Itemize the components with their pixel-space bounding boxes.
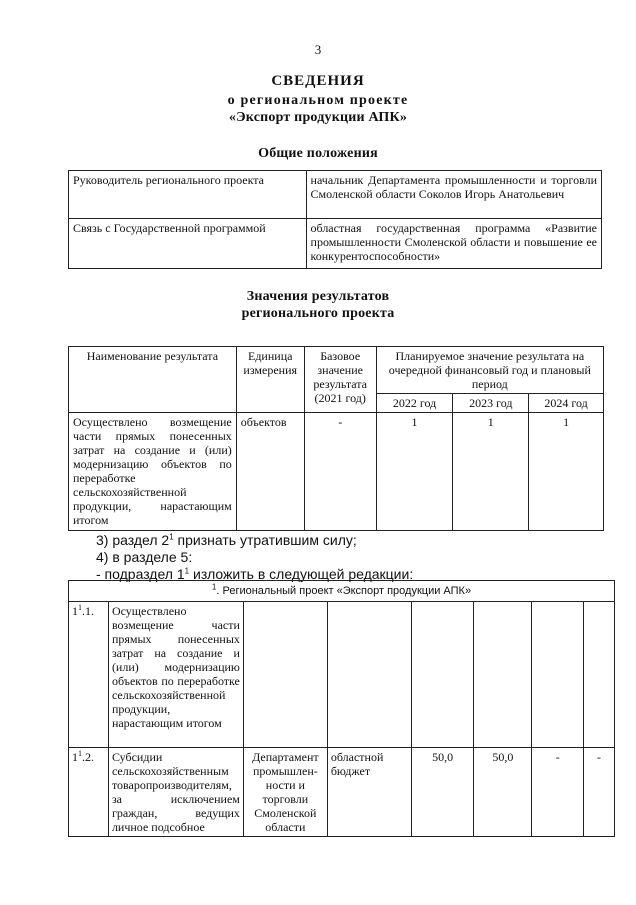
- table-row: [69, 171, 602, 219]
- row-number: $1^1.1$.: [69, 602, 109, 748]
- row-value-2: 50,0: [474, 748, 532, 837]
- result-2024: 1: [529, 413, 604, 531]
- results-section-title: Значения результатов: [246, 289, 390, 304]
- general-value-program: областная государственная программа «Развитие промышленности Смоленской области и повышение ее конкурентоспособности»: [306, 219, 601, 269]
- general-section-title: Общие положения: [258, 146, 378, 161]
- amendment-item-4: 4) в разделе 5:: [96, 549, 193, 565]
- document-title: СВЕДЕНИЯ: [271, 73, 365, 89]
- general-label-head: Руководитель регионального проекта: [69, 171, 307, 219]
- col-header-2022: 2022 год: [376, 394, 453, 413]
- table-row: [69, 602, 615, 748]
- result-unit: объектов: [236, 413, 304, 531]
- general-table: [68, 170, 602, 269]
- row-source: областной бюджет: [327, 748, 411, 837]
- result-2023: 1: [453, 413, 529, 531]
- subsection-header: $^1$. Региональный проект «Экспорт продукции АПК»: [69, 581, 615, 602]
- row-number: $1^1.2$.: [69, 748, 109, 837]
- result-2022: 1: [376, 413, 453, 531]
- row-value-3: -: [532, 748, 584, 837]
- row-executor: Департамент промышлен-ности и торговли Смоленской области: [243, 748, 327, 837]
- general-value-head: начальник Департамента промышленности и торговли Смоленской области Соколов Игорь Анатольевич: [306, 171, 601, 219]
- document-subtitle: о региональном проекте: [227, 93, 409, 108]
- col-header-name: Наименование результата: [69, 347, 237, 413]
- table-row: [69, 219, 602, 269]
- result-name: Осуществлено возмещение части прямых понесенных затрат на создание и (или) модернизацию объектов по переработке сельскохозяйственной продукции, нарастающим итогом: [69, 413, 237, 531]
- col-header-2023: 2023 год: [453, 394, 529, 413]
- results-table: [68, 346, 604, 531]
- table-row: [69, 413, 604, 531]
- col-header-base: Базовое значение результата (2021 год): [304, 347, 376, 413]
- project-name: «Экспорт продукции АПК»: [228, 110, 408, 125]
- row-value-1: 50,0: [411, 748, 474, 837]
- row-text: Субсидии сельскохозяйственным товаропроизводителям, за исключением граждан, ведущих личное подсобное: [108, 748, 243, 837]
- col-header-planned: Планируемое значение результата на очередной финансовый год и плановый период: [376, 347, 603, 394]
- row-text: Осуществлено возмещение части прямых понесенных затрат на создание и (или) модернизацию объектов по переработке сельскохозяйственной продукции, нарастающим итогом: [108, 602, 243, 748]
- general-label-program: Связь с Государственной программой: [69, 219, 307, 269]
- col-header-2024: 2024 год: [529, 394, 604, 413]
- page-number: 3: [314, 42, 322, 57]
- amendment-item-3: 3) раздел $2^1$ признать утратившим силу;: [96, 532, 357, 548]
- table-row: [69, 748, 615, 837]
- table-header-row: [69, 581, 615, 602]
- subsection-table: [68, 580, 615, 837]
- table-header-row: [69, 347, 604, 394]
- amendment-item-5: - подраздел $1^1$ изложить в следующей редакции:: [96, 566, 414, 582]
- col-header-unit: Единица измерения: [236, 347, 304, 413]
- result-base: -: [304, 413, 376, 531]
- row-value-4: -: [584, 748, 615, 837]
- results-section-title-2: регионального проекта: [241, 306, 395, 321]
